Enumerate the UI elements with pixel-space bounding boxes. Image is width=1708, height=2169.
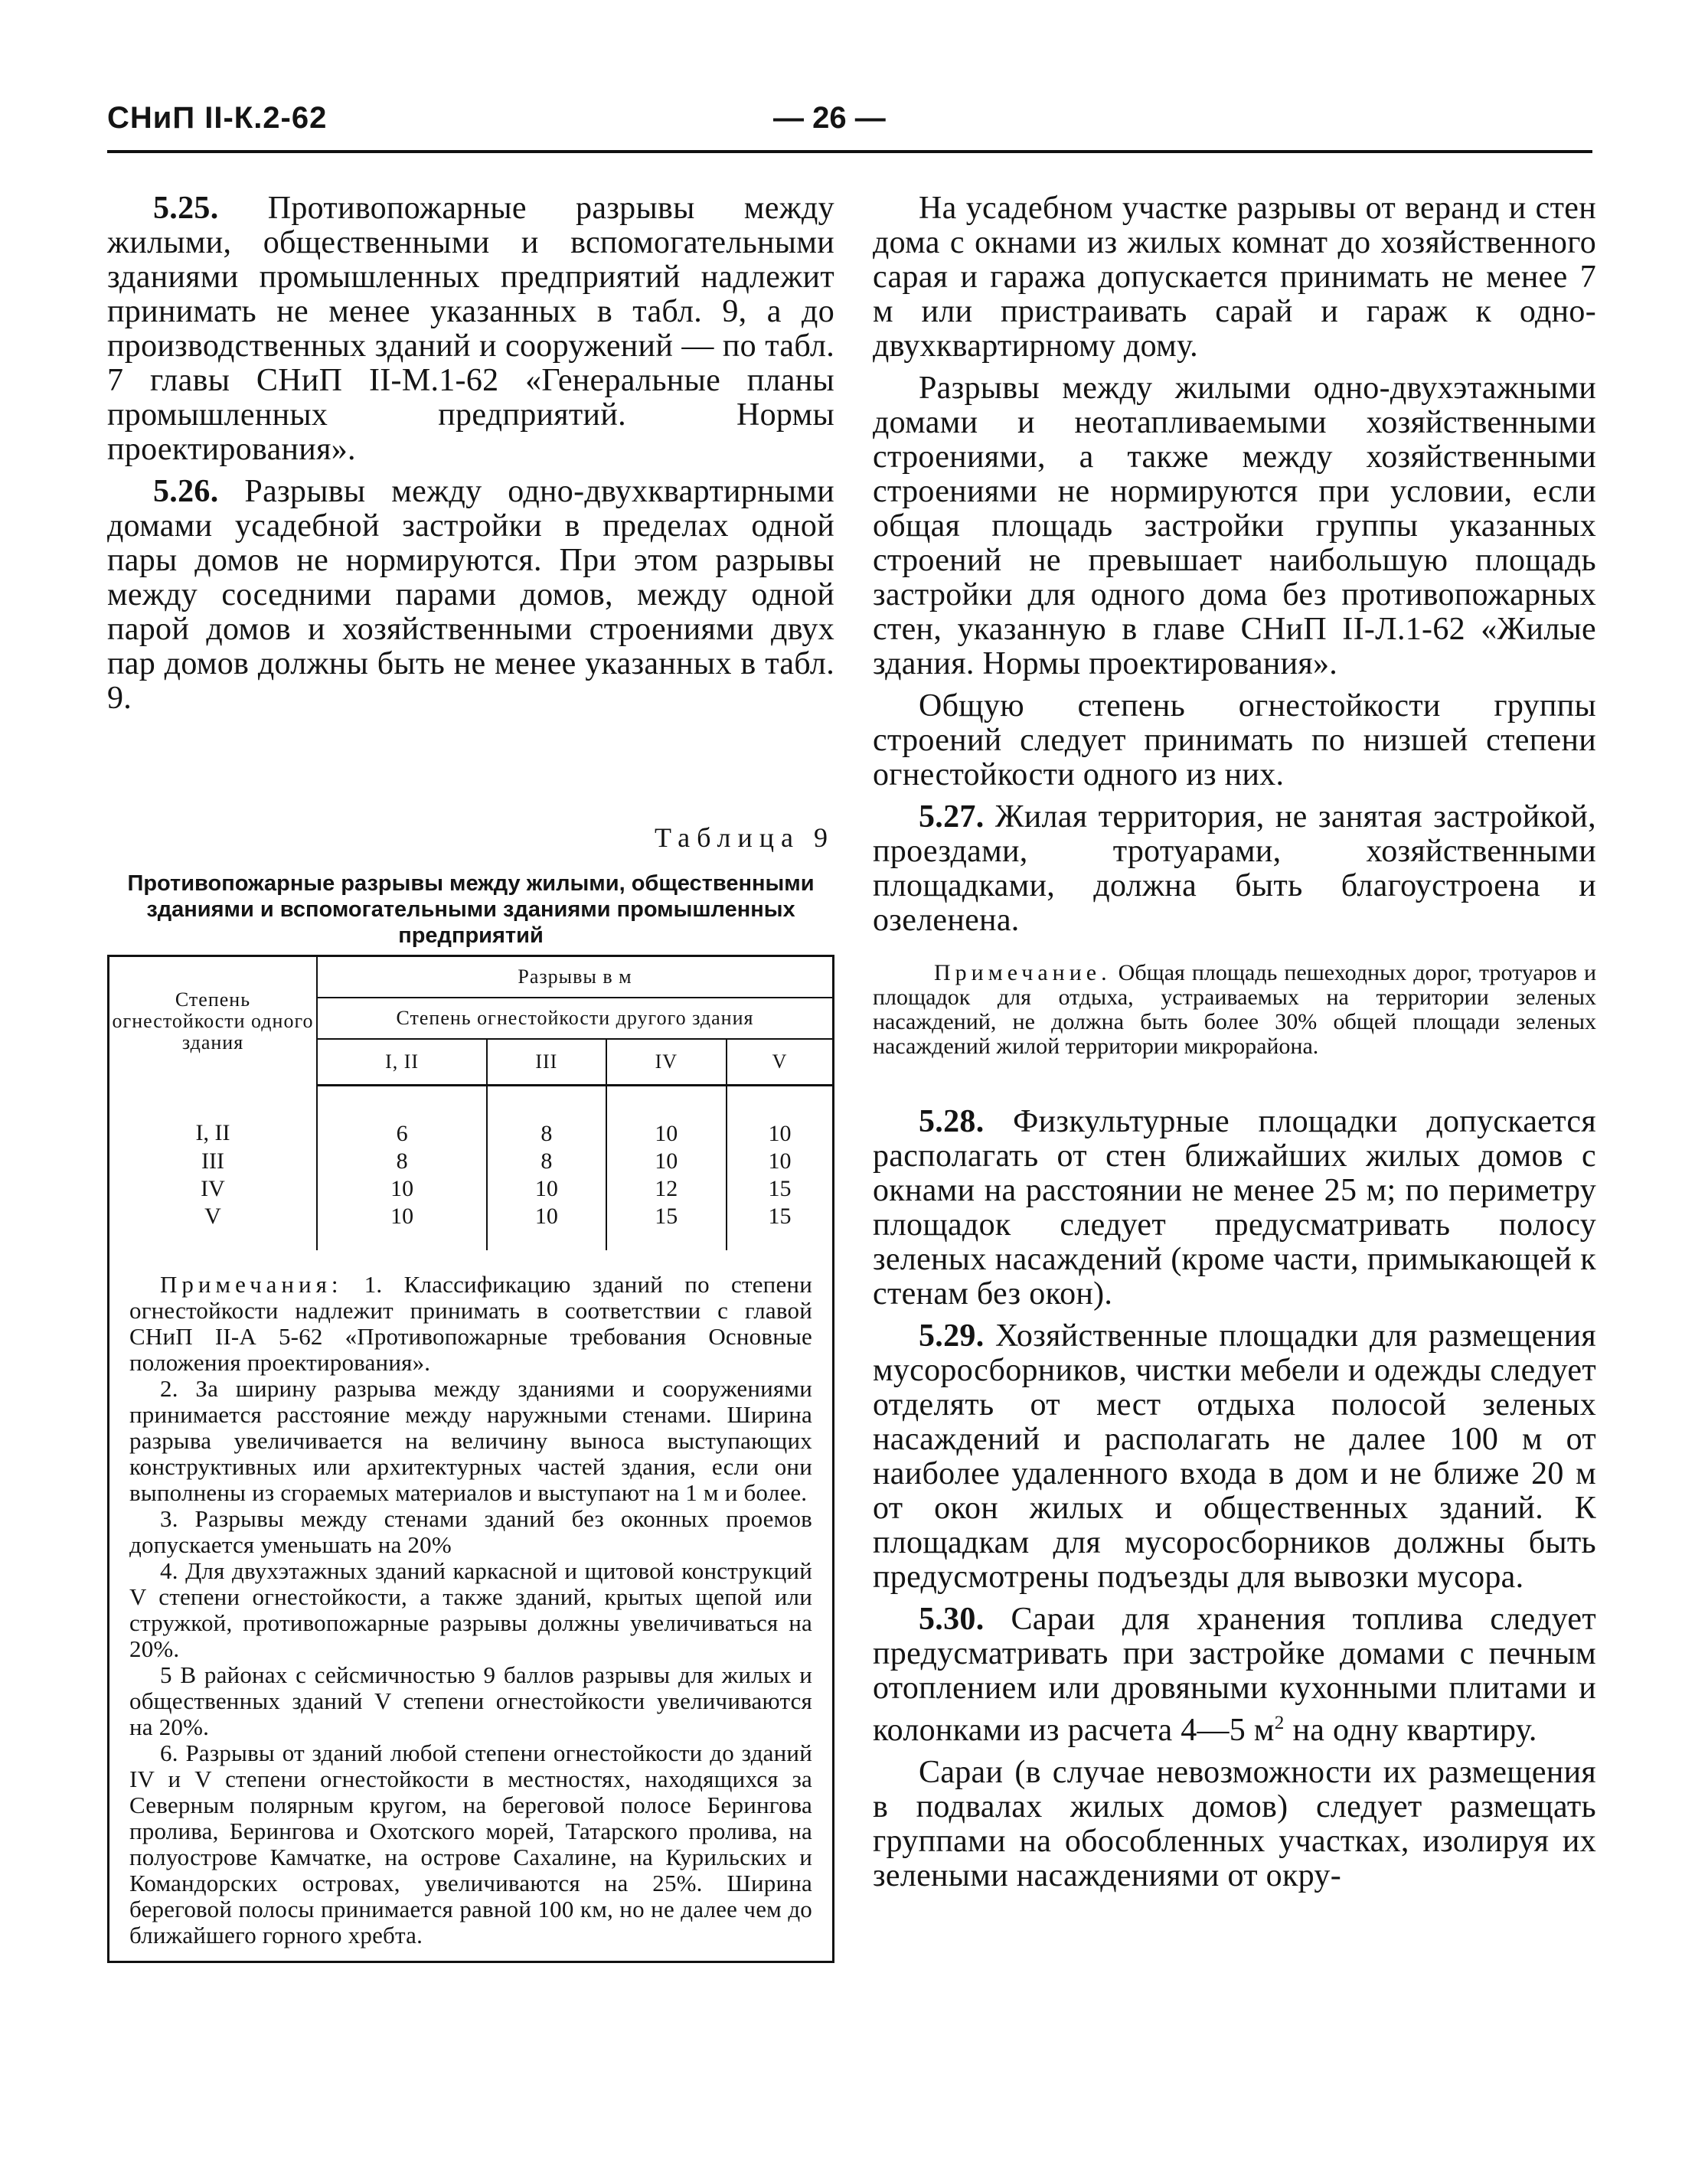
clause-text: Противопожарные разрывы между жилыми, общественными и вспомогательными зданиями промышленных предприятий надлежит принимать не менее указанных в табл. 9, а до производственных зданий и сооружений — по табл. 7 главы СНиП II-М.1-62 «Генеральные планы промышленных предприятий. Нормы проектирования». xyxy=(107,191,834,467)
clause-number: 5.26. xyxy=(153,474,219,509)
clause-text: Разрывы между одно-двухквартирными домами усадебной застройки в пределах одной пары домов не нормируются. При этом разрывы между соседними парами домов, между одной парой домов и хозяйственными строениями двух пар домов должны быть не менее указанных в табл. 9. xyxy=(107,474,834,716)
clause-text-end: на одну квартиру. xyxy=(1284,1713,1537,1748)
left-column xyxy=(107,191,834,1963)
paragraph-5-26 xyxy=(107,475,834,716)
table-row xyxy=(109,1175,832,1203)
table-row xyxy=(109,1203,832,1250)
superscript: 2 xyxy=(1274,1713,1285,1733)
group-header: Разрывы в м xyxy=(317,956,832,998)
clause-number: 5.30. xyxy=(919,1602,985,1637)
sub-header: Степень огнестойкости другого здания xyxy=(317,998,832,1039)
table-row xyxy=(109,1086,832,1148)
table-row xyxy=(109,1148,832,1175)
paragraph: Разрывы между жилыми одно-двухэтажными домами и неотапливаемыми хозяйственными строениями, а также между хозяйственными строениями не нормируются при условии, если общая площадь застройки группы указанных строений не превышает наибольшую площадь застройки для одного дома без противопожарных стен, указанную в главе СНиП II-Л.1-62 «Жилые здания. Нормы проектирования». xyxy=(873,371,1596,681)
column-header: I, II xyxy=(317,1039,487,1086)
table-note: 4. Для двухэтажных зданий каркасной и щитовой конструкций V степени огнестойкости, а также зданий, крытых щепой или стружкой, противопожарные разрывы должны увеличиваться на 20%. xyxy=(129,1557,812,1662)
table-title: Противопожарные разрывы между жилыми, общественными зданиями и вспомогательными зданиями промышленных предприятий xyxy=(127,871,815,948)
paragraph-5-29 xyxy=(873,1319,1596,1595)
column-header: IV xyxy=(606,1039,727,1086)
clause-number: 5.29. xyxy=(919,1318,985,1354)
row-label: IV xyxy=(109,1175,317,1203)
table-cell: 10 xyxy=(487,1175,606,1203)
table-cell: 12 xyxy=(606,1175,727,1203)
clause-number: 5.28. xyxy=(919,1104,985,1139)
column-header: V xyxy=(727,1039,832,1086)
table-cell: 10 xyxy=(727,1148,832,1175)
note xyxy=(873,961,1596,1059)
table-cell: 6 xyxy=(396,1121,408,1146)
table-notes xyxy=(109,1250,832,1956)
paragraph: Общую степень огнестойкости группы строений следует принимать по низшей степени огнестойкости одного из них. xyxy=(873,688,1596,792)
table-cell: 15 xyxy=(727,1203,832,1250)
table-cell: 8 xyxy=(396,1148,408,1174)
paragraph: На усадебном участке разрывы от веранд и стен дома с окнами из жилых комнат до хозяйственного сарая и гаража допускается принимать не менее 7 м или пристраивать сарай и гараж к одно-двухквартирному дому. xyxy=(873,191,1596,364)
table-note xyxy=(129,1272,812,1376)
table-9-box xyxy=(107,955,834,1963)
row-label: III xyxy=(109,1148,317,1175)
table-cell: 10 xyxy=(390,1176,414,1201)
table-note: 5 В районах с сейсмичностью 9 баллов разрывы для жилых и общественных зданий V степени огнестойкости увеличиваются на 20%. xyxy=(129,1661,812,1740)
paragraph-5-30 xyxy=(873,1602,1596,1748)
table-cell: 10 xyxy=(727,1086,832,1148)
row-label: V xyxy=(109,1203,317,1250)
table-note: 6. Разрывы от зданий любой степени огнестойкости до зданий IV и V степени огнестойкости в местностях, находящихся за Северным полярным кругом, на береговой полосе Берингова пролива, Берингова и Охотского морей, Татарского пролива, на полуострове Камчатке, на острове Сахалине, на Курильских и Командорских островах, увеличиваются на 25%. Ширина береговой полосы принимается равной 100 км, но не далее чем до ближайшего горного хребта. xyxy=(129,1739,812,1949)
table-9 xyxy=(109,955,832,1250)
page-number: — 26 — xyxy=(773,101,886,135)
row-header: Степень огнестойкости одного здания xyxy=(109,956,317,1086)
paragraph-5-27 xyxy=(873,800,1596,938)
clause-text: Физкультурные площадки допускается располагать от стен ближайших жилых домов с окнами на расстоянии не менее 25 м; по периметру площадок следует предусматривать полосу зеленых насаждений (кроме части, примыкающей к стенам без окон). xyxy=(873,1104,1596,1312)
document-code: СНиП II-К.2-62 xyxy=(107,101,328,135)
table-cell: 10 xyxy=(487,1203,606,1250)
table-cell: 10 xyxy=(606,1086,727,1148)
clause-text: Жилая территория, не занятая застройкой, проездами, тротуарами, хозяйственными площадками, должна быть благоустроена и озеленена. xyxy=(873,799,1596,938)
note-text: Общая площадь пешеходных дорог, тротуаров и площадок для отдыха, устраиваемых на территории зеленых насаждений, не должна быть более 30% общей площади зеленых насаждений жилой территории микрорайона. xyxy=(873,960,1596,1059)
header-rule xyxy=(107,150,1592,153)
column-header: III xyxy=(487,1039,606,1086)
table-cell: 8 xyxy=(487,1148,606,1175)
paragraph: Сараи (в случае невозможности их размещения в подвалах жилых домов) следует размещать группами на обособленных участках, изолируя их зелеными насаждениями от окру- xyxy=(873,1755,1596,1893)
paragraph-5-28 xyxy=(873,1105,1596,1312)
table-cell: 10 xyxy=(606,1148,727,1175)
clause-text: Сараи для хранения топлива следует предусматривать при застройке домами с печным отоплением или дровяными кухонными плитами и колонками из расчета 4—5 м xyxy=(873,1602,1596,1748)
table-cell: 15 xyxy=(606,1203,727,1250)
table-cell: 15 xyxy=(727,1175,832,1203)
table-cell: 10 xyxy=(390,1204,414,1229)
table-caption: Таблица 9 xyxy=(655,822,834,853)
right-column xyxy=(873,191,1596,1901)
note-text: 1. Классификацию зданий по степени огнестойкости надлежит принимать в соответствии с главой СНиП II-А 5-62 «Противопожарные требования Основные положения проектирования». xyxy=(129,1271,812,1376)
clause-number: 5.27. xyxy=(919,799,985,835)
row-label: I, II xyxy=(109,1086,317,1148)
paragraph-5-25 xyxy=(107,191,834,467)
page-header xyxy=(107,101,1592,156)
table-cell: 8 xyxy=(487,1086,606,1148)
table-note: 3. Разрывы между стенами зданий без оконных проемов допускается уменьшать на 20% xyxy=(129,1505,812,1558)
notes-label: Примечания: xyxy=(160,1271,343,1298)
clause-text: Хозяйственные площадки для размещения мусоросборников, чистки мебели и одежды следует отделять от мест отдыха полосой зеленых насаждений и располагать не далее 100 м от наиболее удаленного входа в дом и не ближе 20 м от окон жилых и общественных зданий. К площадкам для мусоросборников должны быть предусмотрены подъезды для вывозки мусора. xyxy=(873,1318,1596,1595)
table-note: 2. За ширину разрыва между зданиями и сооружениями принимается расстояние между наружными стенами. Ширина разрыва увеличивается на величину выноса выступающих конструктивных или архитектурных частей здания, если они выполнены из сгораемых материалов и выступают на 1 м и более. xyxy=(129,1375,812,1506)
note-label: Примечание. xyxy=(934,960,1112,985)
clause-number: 5.25. xyxy=(153,191,219,226)
